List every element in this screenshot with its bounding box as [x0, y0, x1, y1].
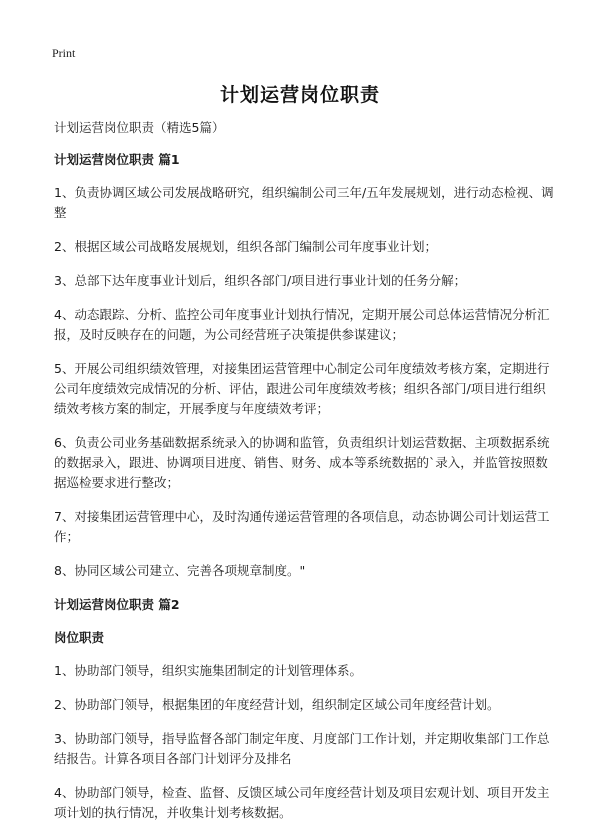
section-1-item-5: 5、开展公司组织绩效管理，对接集团运营管理中心制定公司年度绩效考核方案，定期进行公司年度绩效完成情况的分析、评估，跟进公司年度绩效考核；组织各部门/项目进行组织绩效考核方案的制定，开展季度与年度绩效考评； [54, 361, 550, 416]
print-link[interactable]: Print [52, 46, 76, 60]
section-1-item-7: 7、对接集团运营管理中心，及时沟通传递运营管理的各项信息，动态协调公司计划运营工作； [54, 509, 550, 544]
section-1-item-1: 1、负责协调区域公司发展战略研究，组织编制公司三年/五年发展规划，进行动态检视、调整 [54, 185, 554, 220]
section-2-heading: 计划运营岗位职责 篇2 [54, 597, 180, 612]
section-2-item-1: 1、协助部门领导，组织实施集团制定的计划管理体系。 [54, 663, 362, 678]
section-2-subheading: 岗位职责 [54, 630, 105, 645]
document-subtitle: 计划运营岗位职责（精选5篇） [54, 120, 225, 135]
section-1-item-6: 6、负责公司业务基础数据系统录入的协调和监管，负责组织计划运营数据、主项数据系统的数据录入，跟进、协调项目进度、销售、财务、成本等系统数据的`录入，并监管按照数据巡检要求进行整改； [54, 435, 550, 490]
section-1-item-8: 8、协同区域公司建立、完善各项规章制度。" [54, 563, 306, 578]
section-2-item-4: 4、协助部门领导，检查、监督、反馈区域公司年度经营计划及项目宏观计划、项目开发主项计划的执行情况，并收集计划考核数据。 [54, 785, 550, 820]
section-2-item-2: 2、协助部门领导，根据集团的年度经营计划，组织制定区域公司年度经营计划。 [54, 697, 500, 712]
section-1-item-3: 3、总部下达年度事业计划后，组织各部门/项目进行事业计划的任务分解； [54, 273, 467, 288]
document-title: 计划运营岗位职责 [219, 84, 380, 106]
section-1-item-2: 2、根据区域公司战略发展规划，组织各部门编制公司年度事业计划； [54, 239, 437, 254]
document-body [54, 118, 554, 837]
section-1-heading: 计划运营岗位职责 篇1 [54, 152, 180, 167]
section-1-item-4: 4、动态跟踪、分析、监控公司年度事业计划执行情况，定期开展公司总体运营情况分析汇报，及时反映存在的问题，为公司经营班子决策提供参谋建议； [54, 307, 550, 342]
section-2-item-3: 3、协助部门领导，指导监督各部门制定年度、月度部门工作计划，并定期收集部门工作总结报告。计算各项目各部门计划评分及排名 [54, 731, 550, 766]
